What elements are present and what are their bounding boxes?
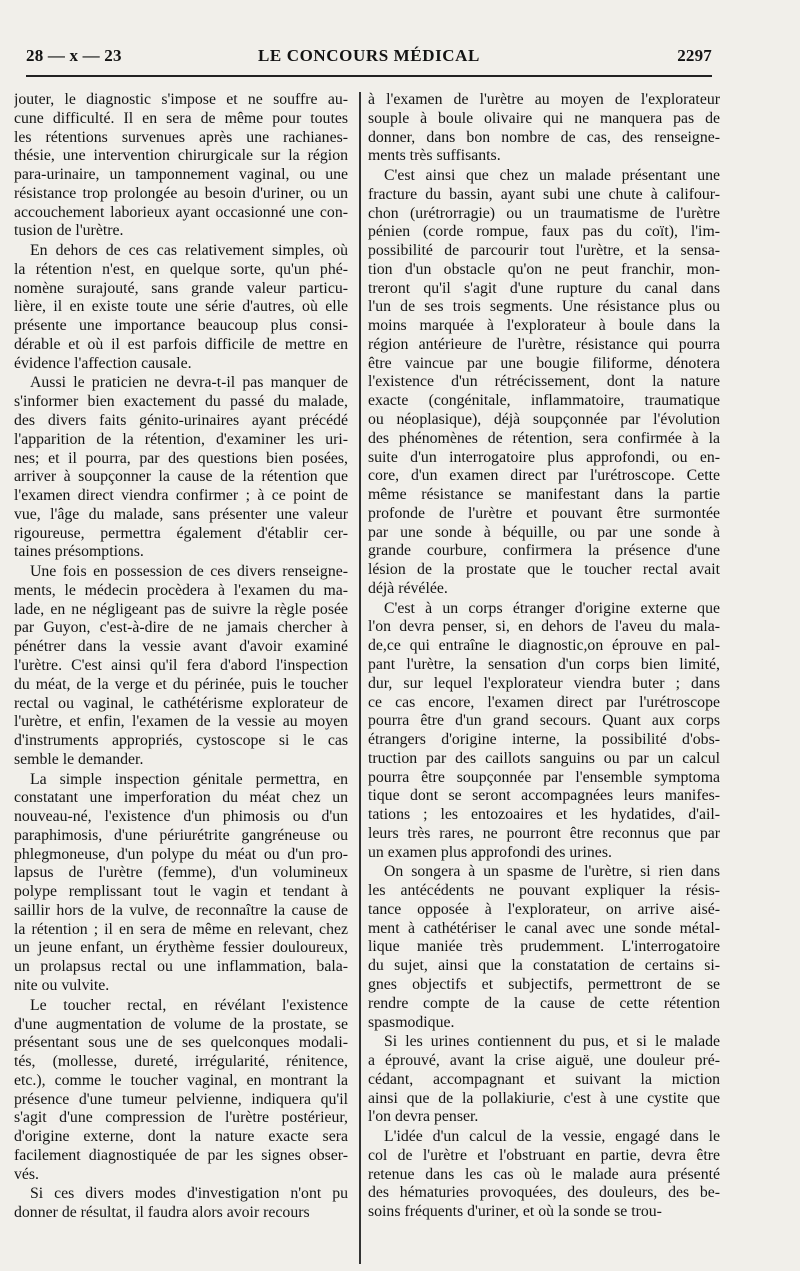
text-line: ainsi que de la pollakiurie, c'est à une cystite que	[368, 1089, 720, 1107]
text-line: pénétrer dans la vessie avant d'avoir examiné	[14, 638, 348, 656]
text-line: profonde de l'urètre et pouvant être surmontée	[368, 504, 720, 522]
text-line: du sujet, ainsi que la constatation de certains si-	[368, 957, 720, 975]
text-line: C'est à un corps étranger d'origine externe que	[384, 599, 720, 617]
text-line: donner de résultat, il faudra alors avoir recours	[14, 1204, 310, 1222]
text-line: truction par des caillots sanguins ou par un calcul	[368, 749, 720, 767]
right-column	[368, 91, 720, 1222]
text-line: de,ce qui entraîne le diagnostic,on éprouve en pal-	[368, 637, 720, 655]
text-line: chon (urétrorragie) ou un traumatisme de l'urètre	[368, 204, 720, 222]
text-line: l'existence d'un rétrécissement, dont la nature	[368, 373, 720, 391]
text-line: présente une importance beaucoup plus consi-	[14, 317, 348, 335]
text-line: ce cas encore, l'examen direct par l'urétroscope	[368, 693, 720, 711]
text-line: région antérieure de l'urètre, résistance qui pourra	[368, 335, 720, 353]
header-rule	[26, 75, 712, 77]
text-line: la rétention ; il en sera de même en relevant, chez	[14, 920, 348, 938]
text-line: par une sonde à béquille, ou par une sonde à	[368, 523, 720, 541]
text-line: facilement diagnostiquée de par les signes obser-	[14, 1146, 348, 1164]
left-column	[14, 91, 348, 1223]
text-line: dérable et où il est parfois difficile de mettre en	[14, 335, 348, 353]
text-line: Le toucher rectal, en révélant l'existence	[30, 996, 348, 1014]
text-line: cédant, accompagnant et suivant la miction	[368, 1070, 720, 1088]
text-line: lapsus de l'urètre (femme), d'un volumineux	[14, 864, 348, 882]
text-line: possibilité de parcourir tout l'urètre, et la sensa-	[368, 242, 720, 260]
text-line: suite d'un interrogatoire plus approfondi, ou en-	[368, 448, 720, 466]
text-line: d'une augmentation de volume de la prostate, se	[14, 1015, 348, 1033]
text-line: à l'examen de l'urètre au moyen de l'explorateur	[368, 91, 720, 108]
text-line: souple à boule olivaire qui ne manquera pas de	[368, 109, 720, 127]
text-line: La simple inspection génitale permettra, en	[30, 770, 348, 788]
text-line: l'on devra penser.	[368, 1108, 479, 1126]
text-line: l'urètre. C'est ainsi qu'il fera d'abord l'inspection	[14, 656, 348, 674]
paragraph	[14, 242, 348, 373]
text-line: s'informer bien exactement du passé du malade,	[14, 393, 348, 411]
text-line: tations ; les entozoaires et les hydatides, d'ail-	[368, 806, 720, 824]
text-line: vés.	[14, 1165, 40, 1183]
text-line: ments très suffisants.	[368, 147, 501, 165]
text-line: un jeune enfant, un érythème fessier douloureux,	[14, 939, 348, 957]
text-line: fracture du bassin, ayant subi une chute à califour-	[368, 185, 720, 203]
text-line: arriver à soupçonner la cause de la rétention que	[14, 468, 348, 486]
text-line: tique dont se seront accompagnées leurs manifes-	[368, 787, 720, 805]
text-line: cune difficulté. Il en sera de même pour toutes	[14, 109, 348, 127]
text-line: un examen plus approfondi des urines.	[368, 843, 612, 861]
text-line: l'un de ses trois segments. Une résistance plus ou	[368, 298, 720, 316]
text-line: même résistance se manifestant dans la partie	[368, 486, 720, 504]
text-line: semble le demander.	[14, 750, 144, 768]
text-line: s'agit d'une compression de l'urètre postérieur,	[14, 1109, 348, 1127]
text-line: nite ou vulvite.	[14, 976, 110, 994]
text-line: pant l'urètre, la sensation d'un corps bien limité,	[368, 655, 720, 673]
text-line: présentant sous une de ses quelconques modali-	[14, 1034, 348, 1052]
text-line: la rétention n'est, en quelque sorte, qu'un phé-	[14, 260, 348, 278]
text-line: tance opposée à l'explorateur, on arrive aisé-	[368, 900, 720, 918]
text-line: nomène surajouté, sans grande valeur particu-	[14, 279, 348, 297]
text-line: moins marquée à l'explorateur à boule dans la	[368, 317, 720, 335]
text-line: On songera à un spasme de l'urètre, si rien dans	[384, 863, 720, 881]
text-line: par Guyon, c'est-à-dire de ne jamais chercher à	[14, 619, 348, 637]
text-line: nes; et il pourra, par des questions bien posées,	[14, 449, 348, 467]
text-line: Une fois en possession de ces divers renseigne-	[30, 563, 348, 581]
paragraph	[14, 374, 348, 562]
text-line: retenue dans les cas où le malade aura présenté	[368, 1165, 720, 1183]
text-line: du méat, de la verge et du périnée, puis le toucher	[14, 675, 348, 693]
text-line: paraphimosis, d'une périurétrite gangréneuse ou	[14, 826, 348, 844]
text-line: tés, (mollesse, dureté, irrégularité, rénitence,	[14, 1053, 348, 1071]
text-line: grande courbure, confirmera la présence d'une	[368, 542, 720, 560]
text-line: les rétentions survenues après une rachianes-	[14, 128, 348, 146]
paragraph	[14, 91, 348, 241]
text-line: gnes objectifs et subjectifs, permettront de se	[368, 975, 720, 993]
text-line: être vaincue par une bougie filiforme, dénotera	[368, 354, 720, 372]
text-line: Aussi le praticien ne devra-t-il pas manquer de	[30, 374, 348, 392]
text-line: vue, l'âge du malade, sans présenter une valeur	[14, 505, 348, 523]
paragraph	[14, 771, 348, 996]
text-line: d'origine externe, dont la nature exacte sera	[14, 1128, 348, 1146]
text-line: l'on devra penser, si, en dehors de l'aveu du mala-	[368, 618, 720, 636]
text-line: les antécédents ne pouvant expliquer la résis-	[368, 882, 720, 900]
text-line: des hématuries provoquées, des douleurs, des be-	[368, 1184, 720, 1202]
text-line: rectal ou vaginal, le cathétérisme explorateur de	[14, 694, 348, 712]
text-line: C'est ainsi que chez un malade présentant une	[384, 167, 720, 185]
running-header	[26, 46, 712, 74]
journal-title: LE CONCOURS MÉDICAL	[257, 46, 481, 65]
text-line: l'urètre, et enfin, l'examen de la vessie au moyen	[14, 713, 348, 731]
paragraph	[368, 1033, 720, 1127]
text-line: jouter, le diagnostic s'impose et ne souffre au-	[14, 91, 348, 108]
text-line: treront qu'il s'agit d'une rupture du canal dans	[368, 279, 720, 297]
text-line: spasmodique.	[368, 1013, 455, 1031]
text-line: lière, il en existe toute une série d'autres, où elle	[14, 298, 348, 316]
text-line: etc.), comme le toucher vaginal, en montrant la	[14, 1071, 348, 1089]
text-line: lésion de la prostate que le toucher rectal avait	[368, 561, 720, 579]
text-line: évidence l'affection causale.	[14, 354, 192, 372]
text-line: constatant une imperforation du méat chez un	[14, 789, 348, 807]
column-divider	[359, 92, 361, 1264]
text-line: l'apparition de la rétention, d'examiner les uri-	[14, 430, 348, 448]
text-line: déjà révélée.	[368, 579, 448, 597]
page-number: 2297	[677, 46, 712, 65]
text-line: Si les urines contiennent du pus, et si le malade	[384, 1033, 720, 1051]
header-date: 28 — x — 23	[26, 46, 122, 65]
paragraph	[368, 91, 720, 166]
text-line: présence d'une tumeur pelvienne, indiquera qu'il	[14, 1090, 348, 1108]
text-line: résistance trop prolongée au besoin d'uriner, ou un	[14, 184, 348, 202]
text-line: para-urinaire, un tamponnement vaginal, ou une	[14, 166, 348, 184]
text-line: core, d'un examen direct par l'urétroscope. Cette	[368, 467, 720, 485]
text-line: exacte (congénitale, inflammatoire, traumatique	[368, 392, 720, 410]
text-line: nouveau-né, l'existence d'un phimosis ou d'un	[14, 808, 348, 826]
text-line: thésie, une intervention chirurgicale sur la région	[14, 147, 348, 165]
text-line: un prolapsus rectal ou une inflammation, bala-	[14, 958, 348, 976]
text-line: ment à cathétériser le canal avec une sonde métal-	[368, 919, 720, 937]
text-line: lade, en ne négligeant pas de suivre la règle posée	[14, 600, 348, 618]
text-line: saillir hors de la vulve, de reconnaître la cause de	[14, 901, 348, 919]
paragraph	[368, 167, 720, 599]
paragraph	[368, 863, 720, 1032]
paragraph	[14, 1185, 348, 1223]
text-line: étrangers d'origine interne, la possibilité d'obs-	[368, 731, 720, 749]
paragraph	[368, 1128, 720, 1222]
text-line: d'instruments appropriés, cystoscope si le cas	[14, 732, 348, 750]
text-line: col de l'urètre et l'obstruant en partie, devra être	[368, 1146, 720, 1164]
text-line: pénien (corde rompue, faux pas du coït), l'im-	[368, 223, 720, 241]
text-line: tion d'un obstacle qu'on ne peut franchir, mon-	[368, 260, 720, 278]
paragraph	[14, 563, 348, 769]
text-line: des divers faits génito-urinaires ayant précédé	[14, 412, 348, 430]
paragraph	[368, 600, 720, 863]
text-line: ments, le médecin procèdera à l'examen du ma-	[14, 581, 348, 599]
text-line: En dehors de ces cas relativement simples, où	[30, 242, 348, 260]
paragraph	[14, 997, 348, 1185]
text-line: pourra être d'un grand secours. Quant aux corps	[368, 712, 720, 730]
text-line: ou néoplasique), déjà soupçonnée par l'évolution	[368, 411, 720, 429]
text-line: rigoureuse, permettra également d'établir cer-	[14, 524, 348, 542]
text-line: soins fréquents d'uriner, et où la sonde se trou-	[368, 1203, 662, 1221]
text-line: accouchement laborieux ayant occasionné une con-	[14, 203, 348, 221]
text-line: a éprouvé, avant la crise aiguë, une douleur pré-	[368, 1052, 720, 1070]
text-line: pourra être soupçonnée par l'ensemble symptoma	[368, 768, 720, 786]
text-line: tusion de l'urètre.	[14, 222, 124, 240]
text-line: L'idée d'un calcul de la vessie, engagé dans le	[384, 1128, 720, 1146]
text-line: rendre compte de la cause de cette rétention	[368, 994, 720, 1012]
text-line: leurs très rares, ne pourront être reconnus que par	[368, 824, 720, 842]
text-line: des phénomènes de rétention, sera confirmée à la	[368, 429, 720, 447]
text-line: polype remplissant tout le vagin et tendant à	[14, 883, 348, 901]
text-line: l'examen direct viendra confirmer ; à ce point de	[14, 487, 348, 505]
text-line: Si ces divers modes d'investigation n'ont pu	[30, 1185, 348, 1203]
text-line: taines présomptions.	[14, 543, 144, 561]
text-line: donner, dans bon nombre de cas, des renseigne-	[368, 128, 720, 146]
text-line: lique maniée très prudemment. L'interrogatoire	[368, 938, 720, 956]
text-line: phlegmoneuse, d'un polype du méat ou d'un pro-	[14, 845, 348, 863]
text-line: dur, sur lequel l'explorateur viendra buter ; dans	[368, 674, 720, 692]
